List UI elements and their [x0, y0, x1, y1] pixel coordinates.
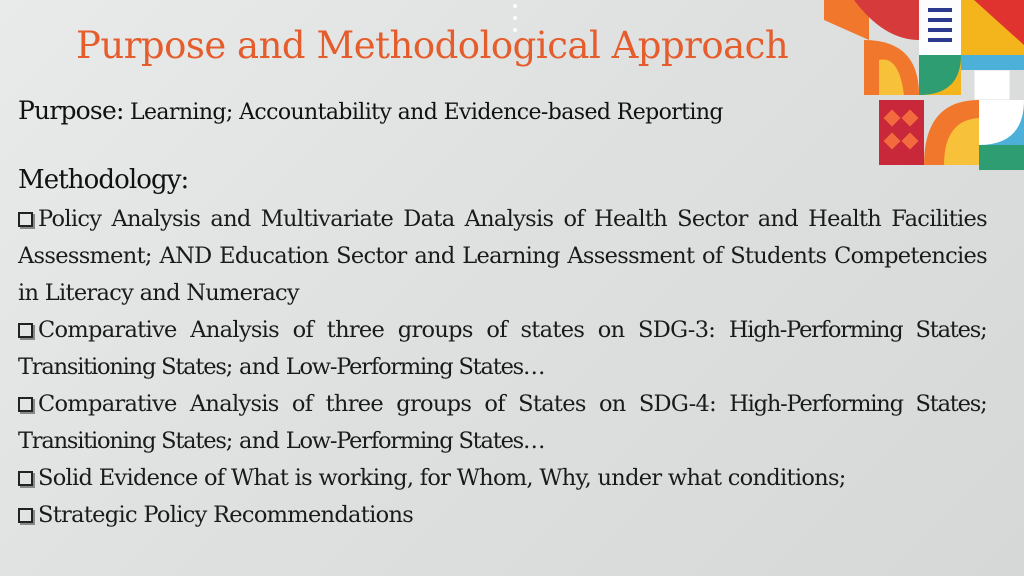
group-low: Low-Performing States [285, 428, 524, 454]
purpose-text: Learning; Accountability and Evidence-based Reporting [129, 100, 723, 125]
ellipsis: … [523, 428, 545, 454]
item-text: Strategic Policy Recommendations [38, 502, 414, 528]
purpose-line [18, 96, 723, 125]
methodology-heading: Methodology: [18, 165, 189, 195]
purpose-label: Purpose: [18, 96, 124, 125]
checkbox-bullet-icon [18, 471, 33, 486]
group-high: High-Performing States [728, 317, 981, 343]
group-transitioning: Transitioning States [18, 354, 226, 380]
list-item [18, 460, 987, 497]
item-text: Solid Evidence of What is working, for Whom, Why, under what conditions; [38, 465, 846, 491]
separator: ; and [225, 428, 286, 454]
item-prefix: Comparative Analysis of three groups of States on SDG-4: [38, 391, 730, 417]
item-text: Policy Analysis and Multivariate Data Analysis of Health Sector and Health Facilities Assessment; AND Education Sector and Learning Assessment of Students Competencies in Literacy and Numeracy [18, 206, 987, 306]
separator: ; [980, 391, 987, 417]
checkbox-bullet-icon [18, 397, 33, 412]
list-item [18, 312, 987, 386]
decorative-pattern-icon [824, 0, 1024, 170]
group-high: High-Performing States [729, 391, 981, 417]
list-item [18, 201, 987, 312]
ellipsis: … [523, 354, 545, 380]
list-item [18, 497, 987, 534]
methodology-list [18, 201, 987, 534]
item-prefix: Comparative Analysis of three groups of states on SDG-3: [38, 317, 729, 343]
list-item [18, 386, 987, 460]
group-transitioning: Transitioning States [18, 428, 226, 454]
separator: ; [980, 317, 987, 343]
checkbox-bullet-icon [18, 508, 33, 523]
checkbox-bullet-icon [18, 323, 33, 338]
page-title: Purpose and Methodological Approach [76, 24, 789, 67]
checkbox-bullet-icon [18, 212, 33, 227]
separator: ; and [225, 354, 286, 380]
group-low: Low-Performing States [285, 354, 524, 380]
